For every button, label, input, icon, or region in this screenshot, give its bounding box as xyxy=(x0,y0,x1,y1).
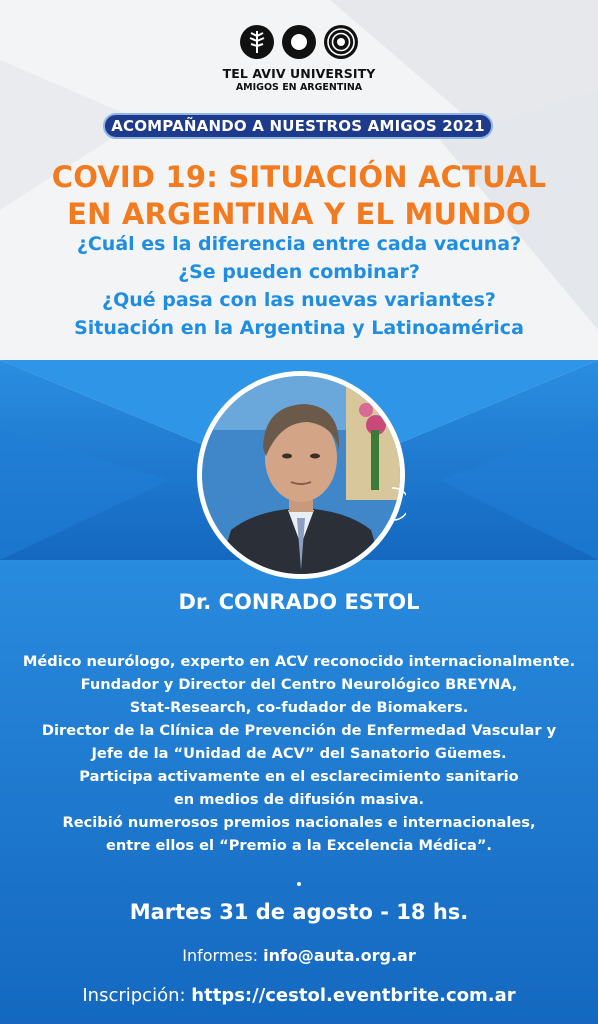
bio-line-6: Participa activamente en el esclarecimiento sanitario xyxy=(79,768,519,785)
bio-line-2: Fundador y Director del Centro Neurológico BREYNA, xyxy=(80,676,518,693)
bio-line-1: Médico neurólogo, experto en ACV reconocido internacionalmente. xyxy=(22,653,576,670)
speaker-portrait xyxy=(196,370,406,580)
registration-link[interactable]: https://cestol.eventbrite.com.ar xyxy=(191,985,516,1006)
question-4: Situación en la Argentina y Latinoamérica xyxy=(74,317,524,339)
bio-line-9: entre ellos el “Premio a la Excelencia Médica”. xyxy=(106,837,492,854)
bio-line-5: Jefe de la “Unidad de ACV” del Sanatorio Güemes. xyxy=(91,745,507,762)
bio-line-3: Stat-Research, co-fudador de Biomakers. xyxy=(129,699,469,716)
separator-dot xyxy=(297,882,301,886)
speaker-name: Dr. CONRADO ESTOL xyxy=(178,590,420,614)
university-name: TEL AVIV UNIVERSITY xyxy=(222,66,376,81)
ring-emblem-icon xyxy=(281,24,317,60)
question-1: ¿Cuál es la diferencia entre cada vacuna? xyxy=(76,233,522,255)
event-date: Martes 31 de agosto - 18 hs. xyxy=(129,900,469,924)
event-title-line-1: COVID 19: SITUACIÓN ACTUAL xyxy=(51,160,547,194)
info-email-link[interactable]: info@auta.org.ar xyxy=(263,946,416,965)
tree-emblem-icon xyxy=(239,24,275,60)
organization-subtitle: AMIGOS EN ARGENTINA xyxy=(235,82,363,93)
bio-line-8: Recibió numerosos premios nacionales e internacionales, xyxy=(62,814,536,831)
event-title-line-2: EN ARGENTINA Y EL MUNDO xyxy=(67,197,531,231)
bio-line-4: Director de la Clínica de Prevención de Enfermedad Vascular y xyxy=(41,722,557,739)
registration xyxy=(0,985,598,1006)
university-logo xyxy=(0,24,598,93)
question-3: ¿Qué pasa con las nuevas variantes? xyxy=(102,289,496,311)
info-contact xyxy=(0,946,598,965)
info-label: Informes: xyxy=(182,946,258,965)
bio-line-7: en medios de difusión masiva. xyxy=(173,791,425,808)
registration-label: Inscripción: xyxy=(82,985,186,1006)
question-2: ¿Se pueden combinar? xyxy=(178,261,420,283)
circle-lines-emblem-icon xyxy=(323,24,359,60)
series-banner: ACOMPAÑANDO A NUESTROS AMIGOS 2021 xyxy=(103,113,493,139)
